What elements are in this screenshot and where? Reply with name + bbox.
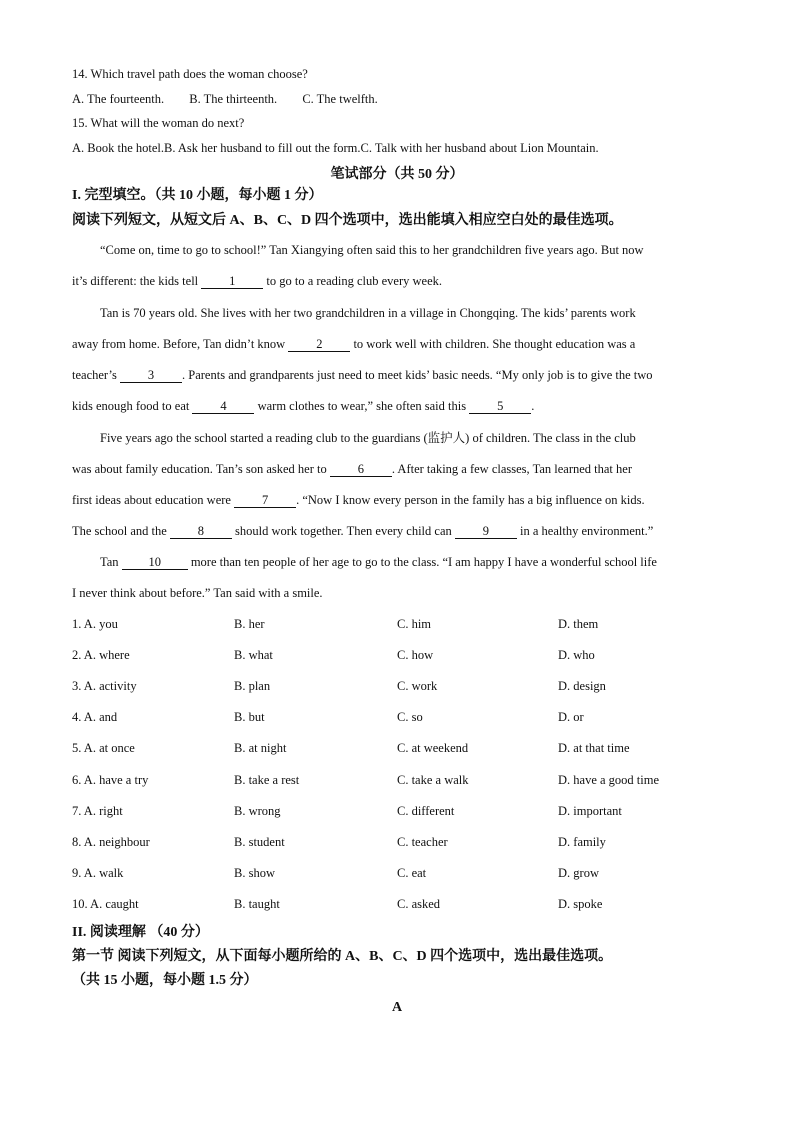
option-a: 9. A. walk [72, 866, 124, 880]
option-a: 1. A. you [72, 617, 118, 631]
option-d: D. important [558, 804, 622, 818]
option-a: 10. A. caught [72, 897, 139, 911]
option-a: 2. A. where [72, 648, 130, 662]
blank-10: 10 [122, 555, 188, 570]
question-15: 15. What will the woman do next? [72, 116, 245, 130]
option-row [72, 710, 732, 726]
option-row [72, 866, 732, 882]
section-2-instruction: 第一节 阅读下列短文，从下面每小题所给的 A、B、C、D 四个选项中，选出最佳选项。 [72, 949, 613, 964]
option-a: 8. A. neighbour [72, 835, 150, 849]
passage-line: was about family education. Tan’s son asked her to 6 . After taking a few classes, Tan learned that her [72, 462, 632, 476]
option-d: D. design [558, 679, 606, 693]
question-14: 14. Which travel path does the woman choose? [72, 67, 308, 81]
option-row [72, 897, 732, 913]
option-b: B. her [234, 617, 265, 631]
option-a: 4. A. and [72, 710, 118, 724]
passage-line: it’s different: the kids tell 1 to go to a reading club every week. [72, 274, 443, 288]
passage-line: I never think about before.” Tan said with a smile. [72, 586, 323, 600]
passage-line: Tan 10 more than ten people of her age to go to the class. “I am happy I have a wonderful school life [100, 555, 657, 569]
option-row [72, 835, 732, 851]
blank-1: 1 [201, 274, 263, 289]
option-b: B. show [234, 866, 275, 880]
option-c: C. how [397, 648, 434, 662]
option-c: C. teacher [397, 835, 448, 849]
blank-7: 7 [234, 493, 296, 508]
option-b: B. wrong [234, 804, 281, 818]
blank-9: 9 [455, 524, 517, 539]
passage-line: Tan is 70 years old. She lives with her two grandchildren in a village in Chongqing. The kids’ parents work [100, 306, 636, 320]
option-c: C. him [397, 617, 432, 631]
option-row [72, 773, 732, 789]
option-row [72, 617, 732, 633]
option: C. The twelfth. [302, 92, 378, 106]
option-d: D. who [558, 648, 595, 662]
option-c: C. asked [397, 897, 441, 911]
passage-line: teacher’s 3 . Parents and grandparents just need to meet kids’ basic needs. “My only job is to give the two [72, 368, 653, 382]
passage-line: first ideas about education were 7 . “Now I know every person in the family has a big influence on kids. [72, 493, 645, 507]
passage-line: kids enough food to eat 4 warm clothes to wear,” she often said this 5 . [72, 399, 535, 413]
section-2-heading: II. 阅读理解 （40 分） [72, 925, 209, 940]
option-c: C. eat [397, 866, 427, 880]
option-b: B. but [234, 710, 265, 724]
option-b: B. what [234, 648, 273, 662]
option-d: D. at that time [558, 741, 630, 755]
question-14-options [72, 91, 400, 107]
passage-label: A [391, 1000, 403, 1015]
option-d: D. spoke [558, 897, 603, 911]
option: A. The fourteenth. [72, 92, 165, 106]
option-b: B. take a rest [234, 773, 300, 787]
option-c: C. take a walk [397, 773, 469, 787]
option-a: 6. A. have a try [72, 773, 149, 787]
option-row [72, 741, 732, 757]
written-part-title: 笔试部分（共 50 分） [330, 167, 464, 182]
option-c: C. so [397, 710, 423, 724]
section-1-instruction: 阅读下列短文，从短文后 A、B、C、D 四个选项中，选出能填入相应空白处的最佳选项。 [72, 213, 623, 228]
option-c: C. at weekend [397, 741, 469, 755]
passage-line: Five years ago the school started a reading club to the guardians (监护人) of children. The class in the club [100, 431, 636, 445]
section-1-heading: I. 完型填空。（共 10 小题，每小题 1 分） [72, 188, 323, 203]
passage-line: away from home. Before, Tan didn’t know 2 to work well with children. She thought education was a [72, 337, 636, 351]
option-d: D. grow [558, 866, 599, 880]
passage-line: “Come on, time to go to school!” Tan Xiangying often said this to her grandchildren five years ago. But now [100, 243, 644, 257]
blank-2: 2 [288, 337, 350, 352]
blank-5: 5 [469, 399, 531, 414]
blank-8: 8 [170, 524, 232, 539]
option-b: B. student [234, 835, 285, 849]
option-row [72, 679, 732, 695]
blank-3: 3 [120, 368, 182, 383]
option-c: C. different [397, 804, 455, 818]
option-a: 5. A. at once [72, 741, 135, 755]
passage-line: The school and the 8 should work together. Then every child can 9 in a healthy environment.” [72, 524, 654, 538]
blank-4: 4 [192, 399, 254, 414]
section-2-instruction-note: （共 15 小题，每小题 1.5 分） [72, 973, 258, 988]
option-b: B. taught [234, 897, 280, 911]
option-row [72, 804, 732, 820]
option-a: 7. A. right [72, 804, 123, 818]
option: B. The thirteenth. [189, 92, 278, 106]
option-d: D. have a good time [558, 773, 660, 787]
option-row [72, 648, 732, 664]
question-15-options: A. Book the hotel.B. Ask her husband to fill out the form.C. Talk with her husband about Lion Mountain. [72, 141, 599, 155]
option-d: D. or [558, 710, 584, 724]
option-a: 3. A. activity [72, 679, 137, 693]
option-b: B. at night [234, 741, 287, 755]
option-b: B. plan [234, 679, 271, 693]
option-d: D. them [558, 617, 599, 631]
option-c: C. work [397, 679, 438, 693]
blank-6: 6 [330, 462, 392, 477]
option-d: D. family [558, 835, 606, 849]
